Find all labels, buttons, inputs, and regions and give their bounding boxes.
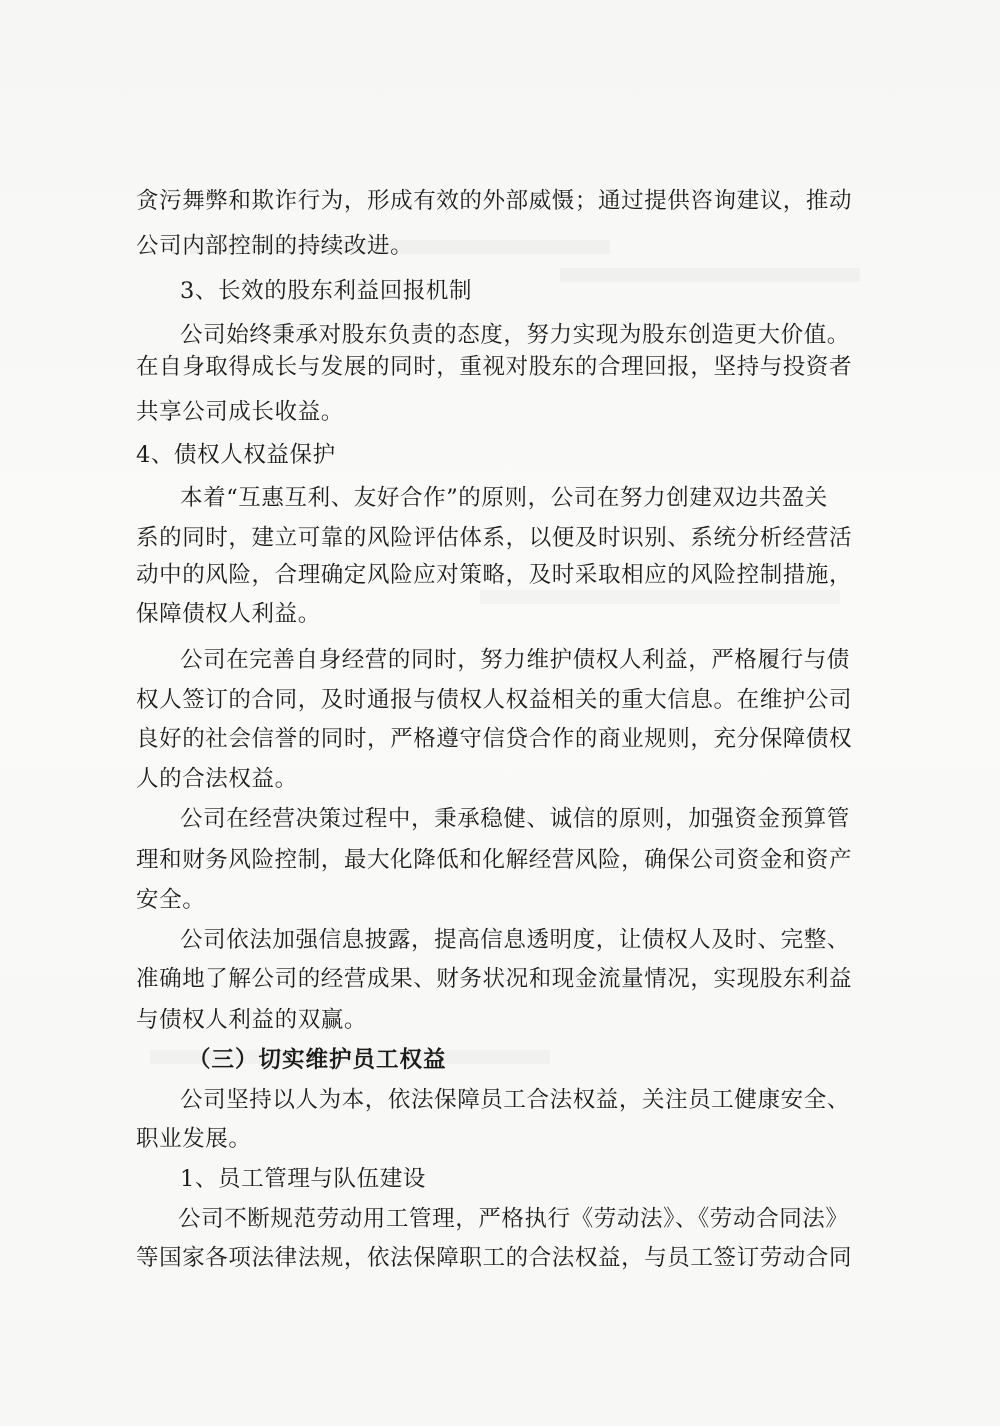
body-line: 公司依法加强信息披露，提高信息透明度，让债权人及时、完整、 — [180, 927, 850, 953]
body-line: 贪污舞弊和欺诈行为，形成有效的外部威慑；通过提供咨询建议，推动 — [136, 188, 853, 214]
body-line: 安全。 — [136, 887, 206, 913]
section-heading-3: 3、长效的股东利益回报机制 — [180, 278, 473, 304]
section-heading-three: （三）切实维护员工权益 — [188, 1047, 447, 1073]
body-line: 在自身取得成长与发展的同时，重视对股东的合理回报，坚持与投资者 — [136, 354, 853, 380]
body-line: 准确地了解公司的经营成果、财务状况和现金流量情况，实现股东利益 — [136, 966, 853, 992]
body-line: 系的同时，建立可靠的风险评估体系，以便及时识别、系统分析经营活 — [136, 525, 853, 551]
body-line: 公司内部控制的持续改进。 — [136, 233, 414, 259]
body-line: 与债权人利益的双赢。 — [136, 1007, 368, 1033]
body-line: 公司坚持以人为本，依法保障员工合法权益，关注员工健康安全、 — [180, 1087, 850, 1113]
body-line: 动中的风险，合理确定风险应对策略，及时采取相应的风险控制措施， — [136, 562, 853, 588]
body-line: 良好的社会信誉的同时，严格遵守信贷合作的商业规则，充分保障债权 — [136, 726, 853, 752]
body-line: 公司不断规范劳动用工管理，严格执行《劳动法》、《劳动合同法》 — [178, 1206, 849, 1232]
body-line: 公司在完善自身经营的同时，努力维护债权人利益，严格履行与债 — [180, 647, 850, 673]
body-line: 公司在经营决策过程中，秉承稳健、诚信的原则，加强资金预算管 — [180, 806, 850, 832]
body-line: 权人签订的合同，及时通报与债权人权益相关的重大信息。在维护公司 — [136, 687, 853, 713]
body-line: 保障债权人利益。 — [136, 601, 321, 627]
body-line: 职业发展。 — [136, 1126, 252, 1152]
section-heading-4: 4、债权人权益保护 — [136, 442, 336, 468]
body-line: 本着“互惠互利、友好合作”的原则，公司在努力创建双边共盈关 — [180, 485, 828, 511]
body-line: 公司始终秉承对股东负责的态度，努力实现为股东创造更大价值。 — [180, 322, 850, 348]
body-line: 人的合法权益。 — [136, 766, 298, 792]
body-line: 理和财务风险控制，最大化降低和化解经营风险，确保公司资金和资产 — [136, 847, 853, 873]
body-line: 等国家各项法律法规，依法保障职工的合法权益，与员工签订劳动合同 — [136, 1245, 853, 1271]
subsection-heading-1: 1、员工管理与队伍建设 — [180, 1166, 426, 1192]
body-line: 共享公司成长收益。 — [136, 399, 344, 425]
